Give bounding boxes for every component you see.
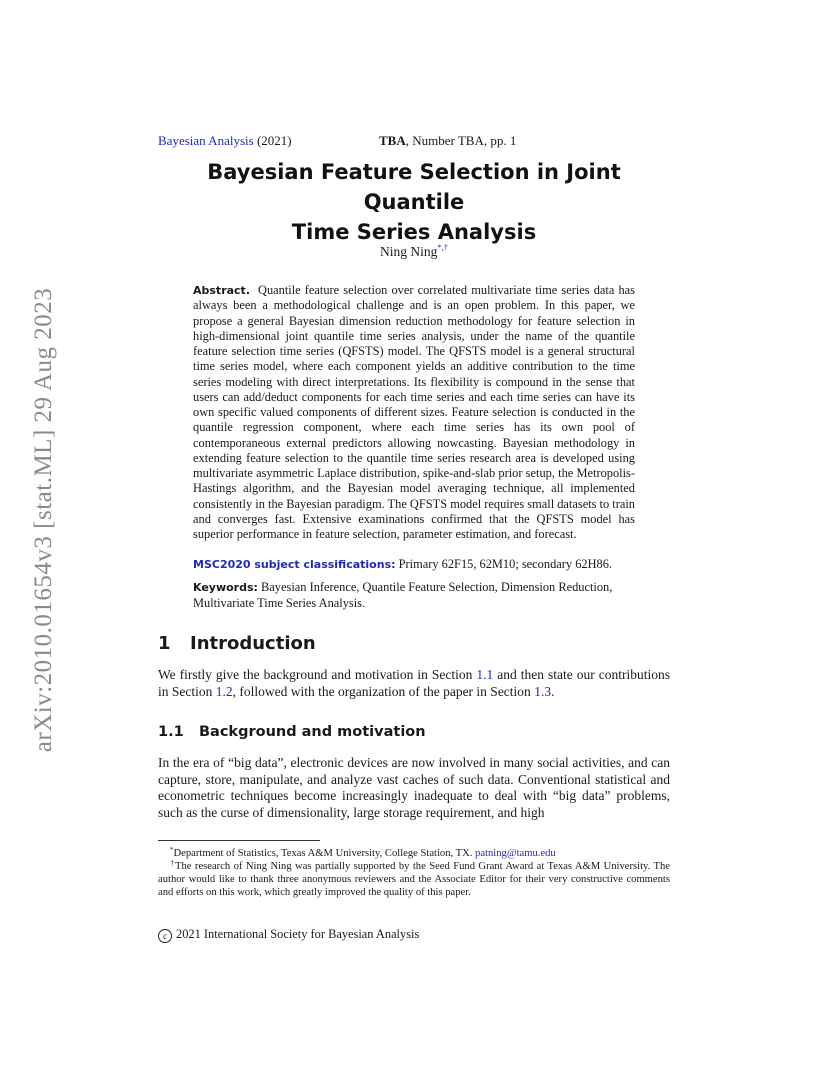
- journal-citation: [158, 133, 292, 149]
- intro-text-1: We firstly give the background and motivation in Section: [158, 667, 477, 682]
- section-ref-1-3[interactable]: 1.3: [534, 683, 552, 699]
- author-line: [158, 242, 670, 260]
- subsection-number: 1.1: [158, 724, 184, 740]
- footnote-2: [158, 857, 670, 899]
- msc-classifications: [193, 557, 635, 572]
- section-title: Introduction: [190, 633, 316, 654]
- msc-label[interactable]: MSC2020 subject classifications:: [193, 558, 396, 571]
- keywords-label: Keywords:: [193, 581, 258, 594]
- footnote-2-mark: †: [170, 859, 176, 867]
- intro-text-3: , followed with the organization of the paper in Section: [232, 683, 535, 699]
- copyright-text: 2021 International Society for Bayesian Analysis: [176, 927, 420, 941]
- abstract: [193, 283, 635, 542]
- footnote-1-mark: *: [170, 846, 174, 854]
- arxiv-identifier: arXiv:2010.01654v3 [stat.ML] 29 Aug 2023: [30, 287, 57, 753]
- keywords: [193, 580, 635, 611]
- paper-title: [158, 157, 670, 247]
- intro-paragraph: [158, 667, 670, 700]
- section-heading-introduction: [158, 633, 316, 654]
- abstract-text: Quantile feature selection over correlated multivariate time series data has always been a methodological challenge and is an open problem. In this paper, we propose a general Bayesian dimension reduction methodology for feature selection in high-dimensional joint quantile time series analysis, under the name of the quantile feature selection time series (QFSTS) model. The QFSTS model is a general structural time series model, where each component yields an additive contribution to the time series modeling with direct interpretations. Its flexibility is compound in the sense that users can add/deduct components for each time series and each time series can have its own specific valued components of different sizes. Feature selection is conducted in the quantile regression component, where each time series has its own pool of contemporaneous external predictors allowing nowcasting. Bayesian methodology in extending feature selection to the quantile time series research area is developed using multivariate asymmetric Laplace distribution, spike-and-slab prior setup, the Metropolis-Hastings algorithm, and the Bayesian model averaging technique, all implemented consistently in the Bayesian paradigm. The QFSTS model requires small datasets to train and converges fast. Extensive examinations confirmed that the QFSTS model has superior performance in feature selection, parameter estimation, and forecast.: [193, 283, 635, 541]
- footnote-2-text: The research of Ning Ning was partially supported by the Seed Fund Grant Award at Texas A&M University. The author would like to thank three anonymous reviewers and the Associate Editor for their very constructive comments and efforts on this work, which greatly improved the quality of this paper.: [158, 861, 670, 898]
- copyright-icon: c: [158, 929, 172, 943]
- section-ref-1-1[interactable]: 1.1: [476, 667, 494, 682]
- msc-text: Primary 62F15, 62M10; secondary 62H86.: [398, 557, 613, 571]
- subsection-title: Background and motivation: [199, 724, 426, 740]
- footnote-rule: [158, 840, 320, 841]
- journal-link[interactable]: Bayesian Analysis: [158, 133, 254, 148]
- title-line-1: Bayesian Feature Selection in Joint Quantile: [207, 160, 621, 214]
- section-ref-1-2[interactable]: 1.2: [215, 683, 233, 699]
- volume-label: TBA: [379, 133, 406, 148]
- journal-year: (2021): [256, 133, 292, 148]
- running-header: [158, 133, 668, 151]
- title-line-2: Time Series Analysis: [291, 220, 537, 244]
- intro-text-4: .: [551, 683, 555, 699]
- author-footnote-marks[interactable]: *,†: [437, 242, 448, 252]
- author-email-link[interactable]: patning@tamu.edu: [475, 848, 556, 859]
- intro-text-2: and then state our contributions in Section: [158, 667, 670, 699]
- keywords-text: Bayesian Inference, Quantile Feature Selection, Dimension Reduction, Multivariate Time Series Analysis.: [193, 580, 613, 610]
- section-number: 1: [158, 633, 171, 654]
- abstract-label: Abstract.: [193, 284, 250, 297]
- subsection-heading-background: [158, 724, 426, 740]
- background-paragraph: In the era of “big data”, electronic devices are now involved in many social activities, and can capture, store, manipulate, and analyze vast caches of such data. Conventional statistical and econometric techniques become increasingly inadequate to deal with “big data” problems, such as the curse of dimensionality, large storage requirement, and high: [158, 755, 670, 820]
- volume-rest: , Number TBA, pp. 1: [405, 133, 517, 148]
- footnote-1-text: Department of Statistics, Texas A&M University, College Station, TX.: [173, 848, 476, 859]
- author-name: Ning Ning: [380, 244, 438, 259]
- volume-info: [379, 133, 516, 149]
- copyright-notice: [158, 927, 419, 943]
